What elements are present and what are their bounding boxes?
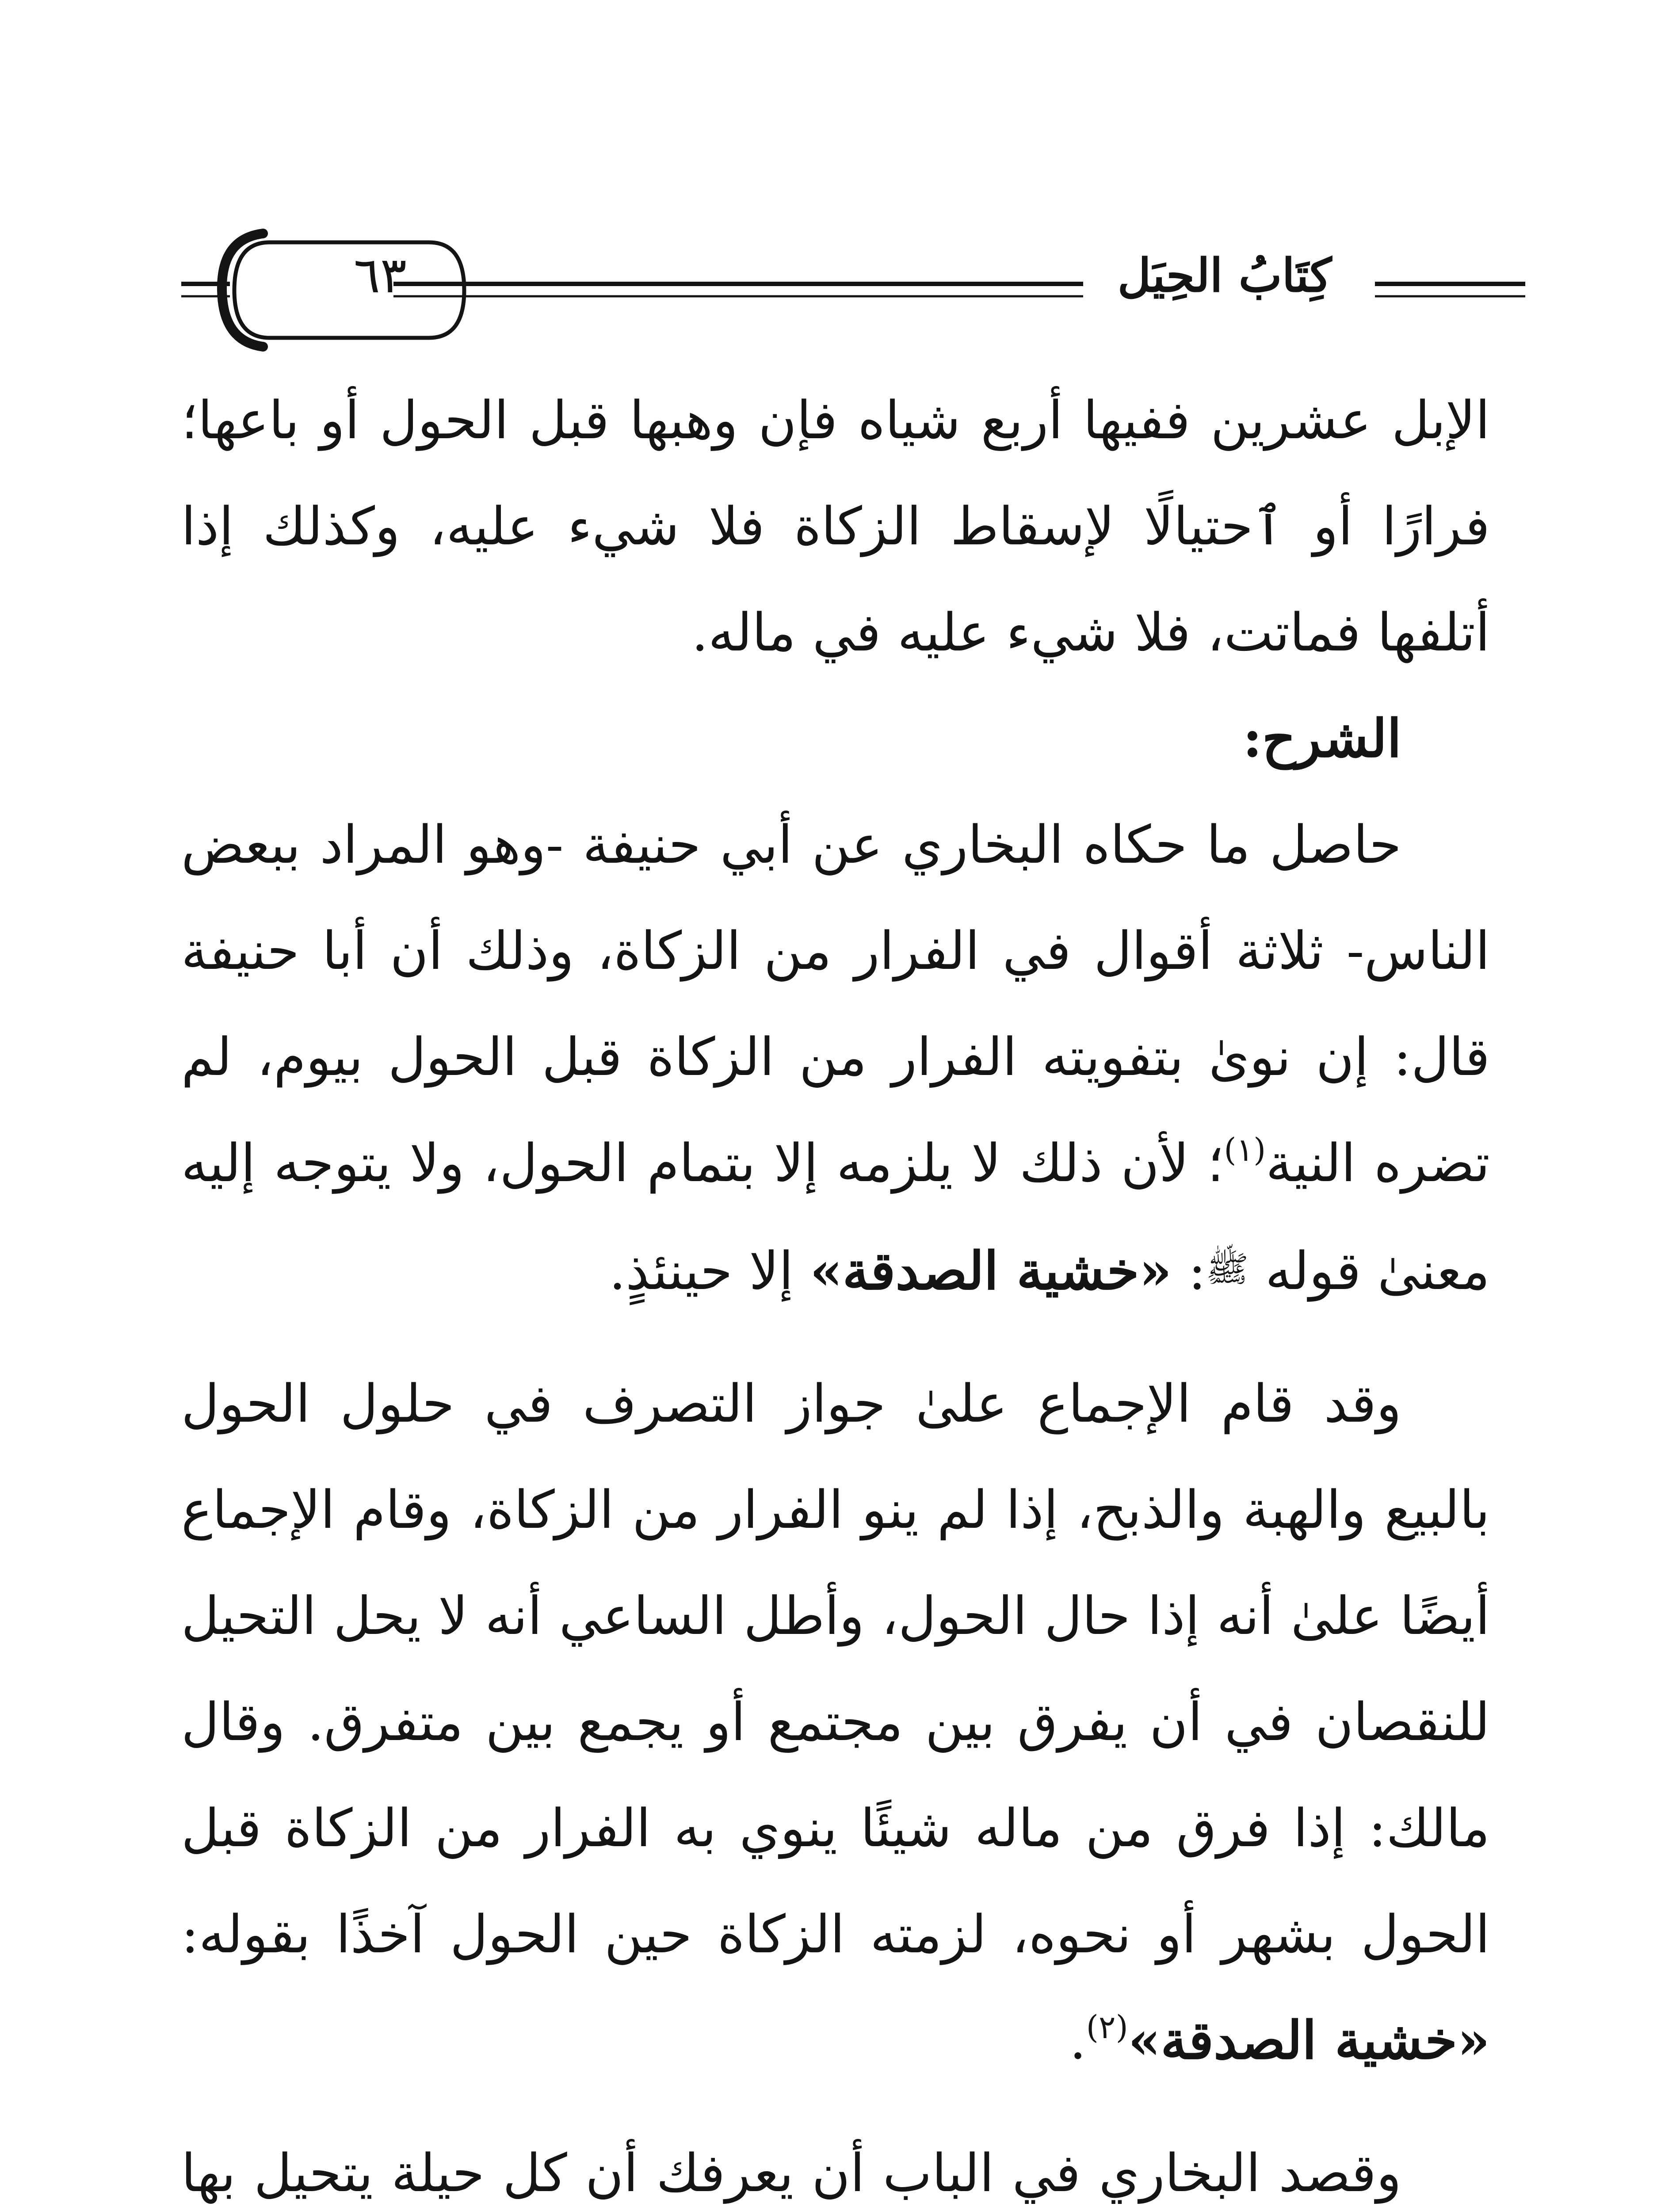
hadith-quote: «خشية الصدقة»: [810, 1240, 1172, 1301]
running-title: كِتَابُ الحِيَل: [1083, 242, 1366, 309]
paragraph-1: الإبل عشرين ففيها أربع شياه فإن وهبها قبل الحول أو باعها؛ فرارًا أو ٱحتيالًا لإسقاط الزكاة فلا شيء عليه، وكذلك إذا أتلفها فماتت، فلا شيء عليه في ماله.: [181, 390, 1490, 663]
paragraph-3-end: .: [1069, 2010, 1086, 2071]
footnote-ref-1[interactable]: (١): [1224, 1131, 1266, 1168]
hadith-quote: «خشية الصدقة»: [1128, 2009, 1490, 2071]
footnote-ref-2[interactable]: (٢): [1086, 2008, 1128, 2046]
paragraph-2-text-a: حاصل ما حكاه البخاري عن أبي حنيفة -وهو المراد ببعض الناس- ثلاثة أقوال في الفرار من الزكاة، وذلك أن أبا حنيفة قال: إن نوىٰ بتفويته الفرار من الزكاة قبل الحول بيوم، لم تضره النية: [181, 814, 1490, 1193]
section-heading: الشرح:: [1243, 708, 1401, 769]
page-number: ٦٣: [353, 247, 407, 304]
honorific-glyph: ﷺ: [1206, 1248, 1249, 1289]
paragraph-2-text-b: ؛ لأن ذلك لا يلزمه إلا بتمام الحول، ولا يتوجه إليه معنىٰ قوله: [181, 1132, 1490, 1301]
paragraph-4: [181, 2120, 1490, 2211]
paragraph-2-text-d: إلا حينئذٍ.: [609, 1240, 794, 1301]
page-header: [181, 190, 1525, 367]
main-text: [181, 367, 1490, 2211]
paragraph-4-text-a: وقصد البخاري في الباب أن يعرفك أن كل حيلة يتحيل بها: [181, 2142, 1401, 2203]
paragraph-3-text: وقد قام الإجماع علىٰ جواز التصرف في حلول الحول بالبيع والهبة والذبح، إذا لم ينو الفرار من الزكاة، وقام الإجماع أيضًا علىٰ أنه إذا حال الحول، وأطل الساعي أنه لا يحل التحيل للنقصان في أن يفرق بين مجتمع أو يجمع بين متفرق. وقال مالك: إذا فرق من ماله شيئًا ينوي به الفرار من الزكاة قبل الحول بشهر أو نحوه، لزمته الزكاة حين الحول آخذًا بقوله:: [181, 1373, 1490, 1965]
paragraph-2-colon: :: [1188, 1240, 1206, 1301]
paragraph-3: [181, 1350, 1490, 2093]
paragraph-2: [181, 792, 1490, 1324]
